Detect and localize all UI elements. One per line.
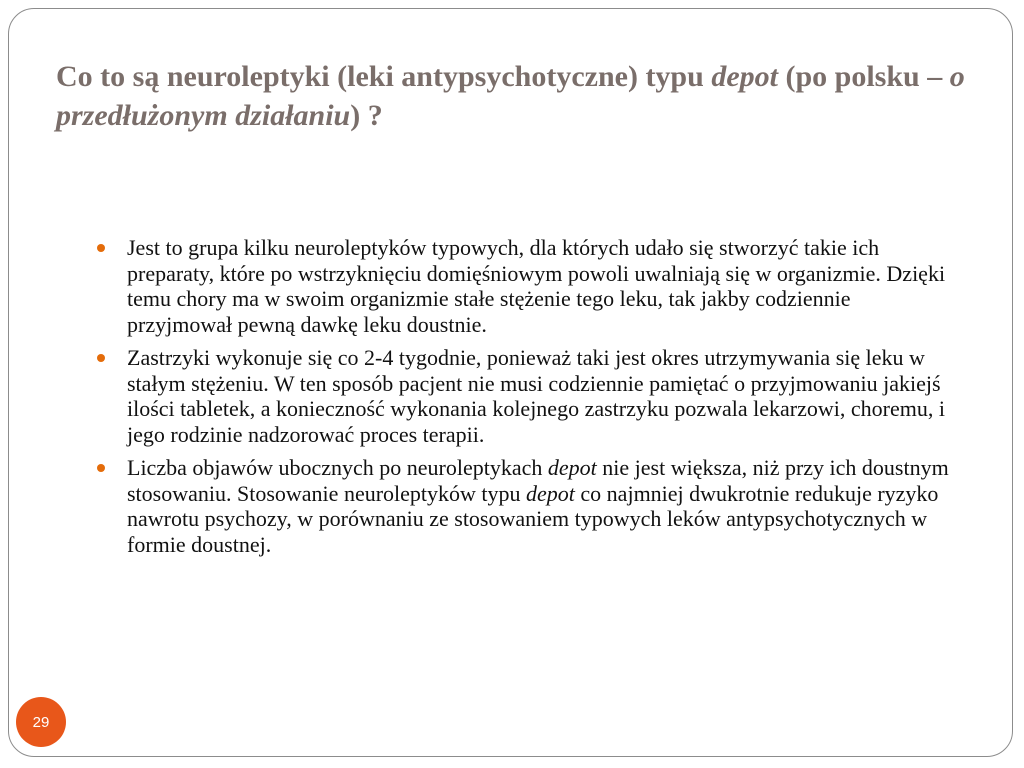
- bullet-text-2: nie jest większa, niż przy ich doustnym stosowaniu. Stosowanie neuroleptyków typu: [127, 455, 949, 506]
- bullet-item: [97, 235, 957, 337]
- title-text-2: (po polsku –: [777, 60, 950, 93]
- slide-frame: [8, 8, 1013, 757]
- page-number: 29: [32, 713, 50, 731]
- title-text-3: ) ?: [350, 99, 383, 132]
- bullet-text-3: co najmniej dwukrotnie redukuje ryzyko nawrotu psychozy, w porównaniu ze stosowaniem typowych leków antypsychotycznych w formie doustnej.: [127, 480, 939, 557]
- bullet-text-1: Liczba objawów ubocznych po neuroleptykach: [127, 455, 548, 480]
- page-number-badge: [16, 697, 66, 747]
- title-italic-translation: o przedłużonym działaniu: [56, 60, 965, 132]
- title-italic-depot: depot: [711, 60, 778, 93]
- bullet-text: Jest to grupa kilku neuroleptyków typowych, dla których udało się stworzyć takie ich preparaty, które po wstrzyknięciu domięśniowym powoli uwalniają się w organizmie. Dzięki temu chory ma w swoim organizmie stałe stężenie tego leku, tak jakby codziennie przyjmował pewną dawkę leku doustnie.: [127, 235, 946, 337]
- bullet-italic-depot: depot: [526, 480, 575, 506]
- bullet-dot-icon: [97, 244, 105, 252]
- bullet-italic-depot: depot: [547, 455, 597, 480]
- bullet-dot-icon: [97, 354, 105, 362]
- bullet-item: [97, 455, 957, 557]
- slide-title: [56, 57, 986, 135]
- title-text-1: Co to są neuroleptyki (leki antypsychotyczne) typu: [56, 60, 712, 93]
- bullet-item: [97, 345, 957, 447]
- bullet-text: Zastrzyki wykonuje się co 2-4 tygodnie, ponieważ taki jest okres utrzymywania się leku w stałym stężeniu. W ten sposób pacjent nie musi codziennie pamiętać o przyjmowaniu jakiejś ilości tabletek, a konieczność wykonania kolejnego zastrzyku pozwala lekarzowi, choremu, i jego rodzinie nadzorować proces terapii.: [127, 345, 945, 447]
- bullet-dot-icon: [97, 464, 105, 472]
- bullet-list: [97, 235, 957, 565]
